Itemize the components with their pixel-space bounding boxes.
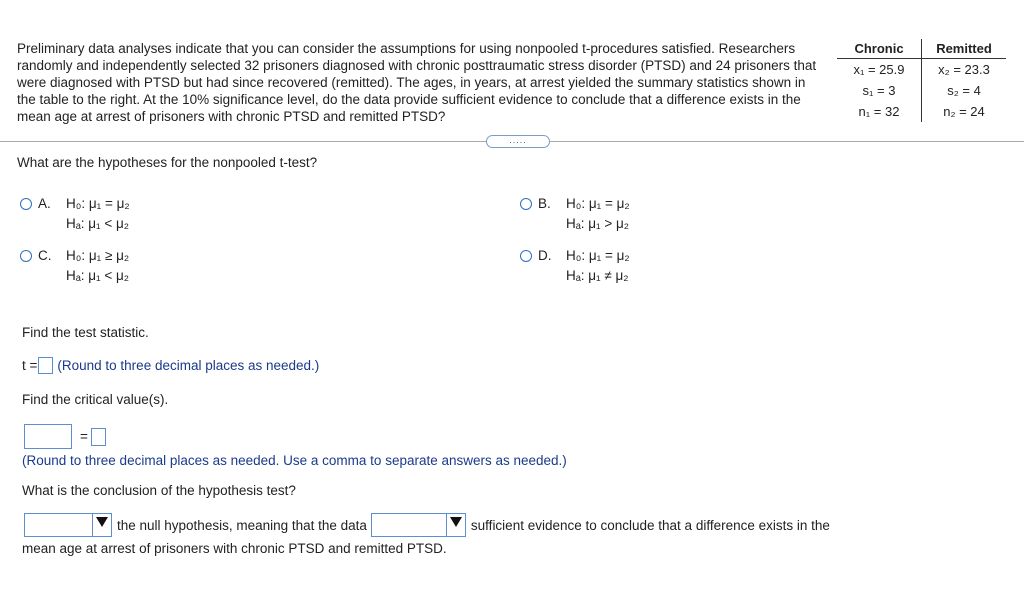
problem-text: Preliminary data analyses indicate that you can consider the assumptions for using nonpooled t-procedures satisfied. Researchers randomly and independently selected 32 prisoners diagnosed with chronic posttraumatic stress disorder (PTSD) and 24 prisoners that were diagnosed with PTSD but had since recovered (remitted). The ages, in years, at arrest yielded the summary statistics shown in the table to the right. At the 10% significance level, do the data provide sufficient evidence to conclude that a difference exists in the mean age at arrest of prisoners with chronic PTSD and remitted PTSD? — [17, 41, 817, 124]
critical-value-row — [24, 424, 106, 449]
null-hypothesis: H₀: μ₁ = μ₂ — [566, 196, 630, 211]
reject-decision-dropdown[interactable] — [24, 513, 112, 537]
table-header-row — [837, 39, 1006, 59]
table-header-chronic: Chronic — [837, 39, 922, 59]
table-cell: s₂ = 4 — [947, 83, 981, 98]
critical-value-input[interactable] — [91, 428, 106, 446]
option-d[interactable] — [520, 248, 630, 286]
hypotheses-prompt: What are the hypotheses for the nonpooled t-test? — [17, 155, 318, 170]
critical-value-hint: (Round to three decimal places as needed. Use a comma to separate answers as needed.) — [22, 453, 567, 468]
test-statistic-hint: (Round to three decimal places as needed.) — [57, 358, 320, 373]
radio-circle-icon[interactable] — [20, 198, 32, 210]
table-cell: n₂ = 24 — [943, 104, 985, 119]
alternative-hypothesis: Hₐ: μ₁ > μ₂ — [566, 216, 630, 231]
t-label: t = — [22, 358, 38, 373]
hypotheses-pair — [566, 194, 630, 234]
option-letter: B. — [538, 196, 551, 211]
table-cell: x₁ = 25.9 — [837, 59, 922, 81]
null-hypothesis: H₀: μ₁ ≥ μ₂ — [66, 248, 130, 263]
critical-value-prompt: Find the critical value(s). — [22, 392, 169, 407]
table-cell: x₂ = 23.3 — [938, 62, 990, 77]
test-statistic-prompt: Find the test statistic. — [22, 325, 149, 340]
option-a[interactable] — [20, 196, 130, 234]
dropdown-separator — [446, 514, 447, 536]
table-cell: n₁ = 32 — [837, 101, 922, 122]
option-c[interactable] — [20, 248, 129, 286]
hypotheses-pair — [66, 194, 130, 234]
radio-circle-icon[interactable] — [520, 198, 532, 210]
summary-stats-table — [837, 39, 1006, 122]
table-header-remitted: Remitted — [922, 39, 1007, 59]
test-statistic-row — [22, 357, 319, 374]
test-statistic-input[interactable] — [38, 357, 53, 374]
table-row — [837, 101, 1006, 122]
hypotheses-pair — [66, 246, 129, 286]
conclusion-prompt: What is the conclusion of the hypothesis test? — [22, 483, 296, 498]
alternative-hypothesis: Hₐ: μ₁ < μ₂ — [66, 216, 130, 231]
radio-circle-icon[interactable] — [520, 250, 532, 262]
alternative-hypothesis: Hₐ: μ₁ ≠ μ₂ — [566, 268, 629, 283]
table-cell: s₁ = 3 — [837, 80, 922, 101]
evidence-dropdown[interactable] — [371, 513, 466, 537]
expand-more-button[interactable]: ..... — [486, 135, 550, 148]
table-row — [837, 59, 1006, 81]
hypotheses-pair — [566, 246, 630, 286]
conclusion-row — [24, 513, 830, 537]
option-letter: D. — [538, 248, 552, 263]
option-letter: C. — [38, 248, 52, 263]
critical-equals-sign: = — [80, 429, 88, 444]
option-b[interactable] — [520, 196, 630, 234]
dropdown-separator — [92, 514, 93, 536]
conclusion-text-3: mean age at arrest of prisoners with chronic PTSD and remitted PTSD. — [22, 541, 447, 556]
null-hypothesis: H₀: μ₁ = μ₂ — [566, 248, 630, 263]
dropdown-arrow-icon — [450, 517, 462, 527]
radio-circle-icon[interactable] — [20, 250, 32, 262]
conclusion-text-2: sufficient evidence to conclude that a difference exists in the — [470, 517, 830, 533]
table-row — [837, 80, 1006, 101]
conclusion-text-1: the null hypothesis, meaning that the data — [117, 517, 367, 533]
dropdown-arrow-icon — [96, 517, 108, 527]
null-hypothesis: H₀: μ₁ = μ₂ — [66, 196, 130, 211]
option-letter: A. — [38, 196, 51, 211]
alternative-hypothesis: Hₐ: μ₁ < μ₂ — [66, 268, 130, 283]
critical-value-symbol-input[interactable] — [24, 424, 72, 449]
